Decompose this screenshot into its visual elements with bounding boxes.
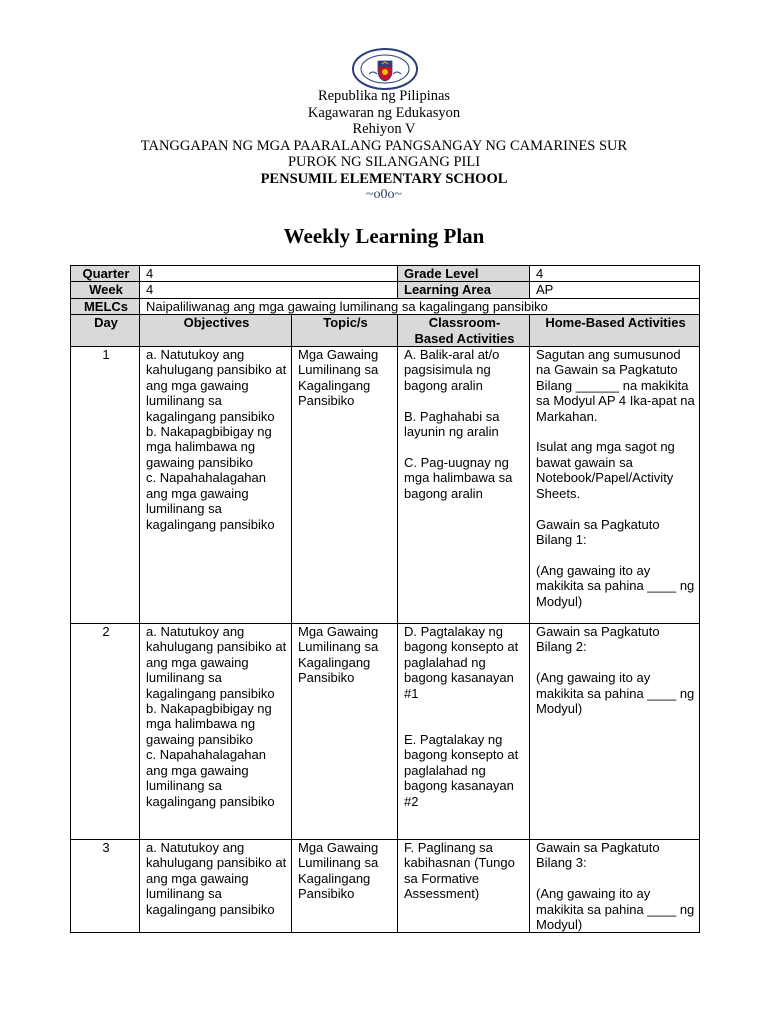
column-header-row: [71, 315, 700, 347]
classroom-activities-cell: D. Pagtalakay ng bagong konsepto at paglalahad ng bagong kasanayan #1 E. Pagtalakay ng bagong konsepto at paglalahad ng bagong kasanayan #2: [398, 624, 530, 840]
day-cell: 3: [71, 840, 140, 933]
quarter-label: Quarter: [71, 266, 140, 282]
week-value: 4: [140, 282, 398, 298]
classroom-activities-cell: A. Balik-aral at/o pagsisimula ng bagong aralin B. Paghahabi sa layunin ng aralin C. Pag-uugnay ng mga halimbawa sa bagong aralin: [398, 347, 530, 624]
home-activities-cell: Gawain sa Pagkatuto Bilang 3: (Ang gawaing ito ay makikita sa pahina ____ ng Modyul): [530, 840, 700, 933]
page-title: Weekly Learning Plan: [283, 224, 485, 248]
letterhead-line-4: TANGGAPAN NG MGA PAARALANG PANGSANGAY NG CAMARINES SUR: [140, 137, 628, 154]
learning-area-value: AP: [530, 282, 700, 298]
info-row-melcs: [71, 298, 700, 314]
weekly-learning-plan-table: [70, 265, 700, 933]
objectives-cell: a. Natutukoy ang kahulugang pansibiko at ang mga gawaing lumilinang sa kagalingang pansibiko b. Nakapagbibigay ng mga halimbawa ng gawaing pansibiko c. Napahahalagahan ang mga gawaing lumilinang sa kagalingang pansibiko: [140, 347, 292, 624]
classroom-activities-cell: F. Paglinang sa kabihasnan (Tungo sa Formative Assessment): [398, 840, 530, 933]
topic-cell: Mga Gawaing Lumilinang sa Kagalingang Pansibiko: [292, 840, 398, 933]
deped-seal-logo: [351, 48, 419, 90]
topic-cell: Mga Gawaing Lumilinang sa Kagalingang Pansibiko: [292, 624, 398, 840]
day-cell: 2: [71, 624, 140, 840]
ornament-divider: ~o0o~: [365, 187, 403, 202]
info-row-week: [71, 282, 700, 298]
table-row: [71, 347, 700, 624]
grade-level-label: Grade Level: [398, 266, 530, 282]
quarter-value: 4: [140, 266, 398, 282]
column-header-classroom-activities: Classroom- Based Activities: [398, 315, 530, 347]
table-row: [71, 840, 700, 933]
school-name: PENSUMIL ELEMENTARY SCHOOL: [260, 170, 508, 187]
letterhead-line-5: PUROK NG SILANGANG PILI: [287, 154, 481, 170]
table-row: [71, 624, 700, 840]
letterhead-line-3: Rehiyon V: [352, 121, 416, 137]
home-activities-cell: Sagutan ang sumusunod na Gawain sa Pagkatuto Bilang ______ na makikita sa Modyul AP 4 Ika-apat na Markahan. Isulat ang mga sagot ng bawat gawain sa Notebook/Papel/Activity Sheets. Gawain sa Pagkatuto Bilang 1: (Ang gawaing ito ay makikita sa pahina ____ ng Modyul): [530, 347, 700, 624]
melcs-value: Naipaliliwanag ang mga gawaing lumilinang sa kagalingang pansibiko: [140, 298, 700, 314]
grade-level-value: 4: [530, 266, 700, 282]
topic-cell: Mga Gawaing Lumilinang sa Kagalingang Pansibiko: [292, 347, 398, 624]
column-header-topics: Topic/s: [292, 315, 398, 347]
letterhead: [0, 88, 768, 204]
week-label: Week: [71, 282, 140, 298]
letterhead-line-2: Kagawaran ng Edukasyon: [307, 104, 461, 121]
day-cell: 1: [71, 347, 140, 624]
info-row-quarter: [71, 266, 700, 282]
column-header-day: Day: [71, 315, 140, 347]
objectives-cell: a. Natutukoy ang kahulugang pansibiko at ang mga gawaing lumilinang sa kagalingang pansibiko: [140, 840, 292, 933]
objectives-cell: a. Natutukoy ang kahulugang pansibiko at ang mga gawaing lumilinang sa kagalingang pansibiko b. Nakapagbibigay ng mga halimbawa ng gawaing pansibiko c. Napahahalagahan ang mga gawaing lumilinang sa kagalingang pansibiko: [140, 624, 292, 840]
home-activities-cell: Gawain sa Pagkatuto Bilang 2: (Ang gawaing ito ay makikita sa pahina ____ ng Modyul): [530, 624, 700, 840]
learning-area-label: Learning Area: [398, 282, 530, 298]
melcs-label: MELCs: [71, 298, 140, 314]
letterhead-line-1: Republika ng Pilipinas: [317, 88, 451, 104]
column-header-objectives: Objectives: [140, 315, 292, 347]
column-header-home-activities: Home-Based Activities: [530, 315, 700, 347]
